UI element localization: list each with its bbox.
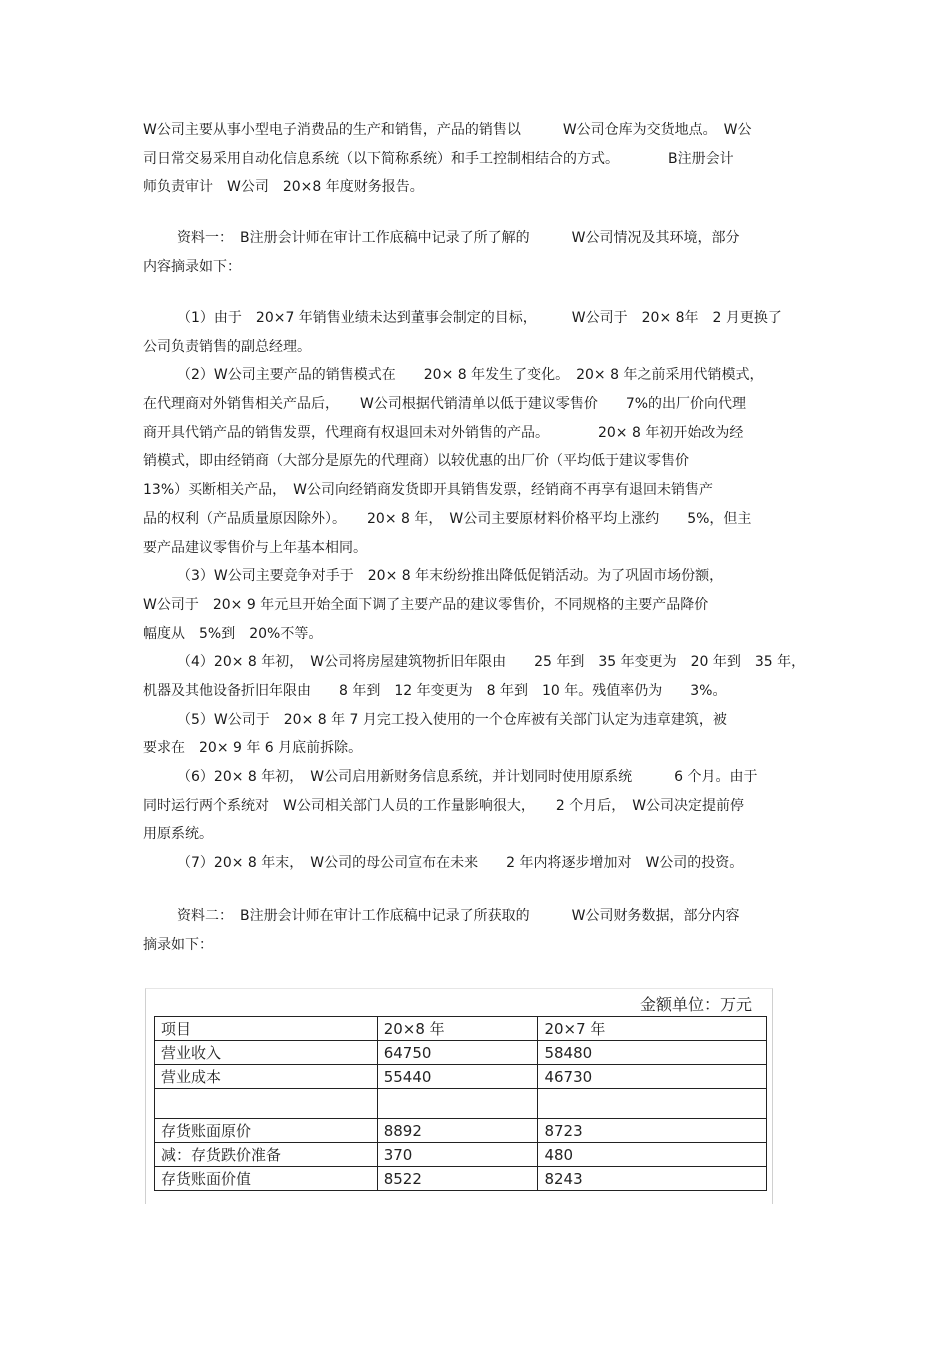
table-cell: 营业成本 — [155, 1065, 378, 1089]
amount-unit-label: 金额单位：万元 — [639, 995, 752, 1014]
text-line: 幅度从 5%到 20%不等。 — [143, 625, 323, 642]
table-row — [155, 1041, 767, 1065]
text-line: W公司于 20× 9 年元旦开始全面下调了主要产品的建议零售价，不同规格的主要产品降价 — [143, 596, 709, 613]
text-line: 公司负责销售的副总经理。 — [143, 338, 311, 355]
text-line: 要求在 20× 9 年 6 月底前拆除。 — [143, 740, 363, 757]
text-line: 在代理商对外销售相关产品后， W公司根据代销清单以低于建议零售价 7%的出厂价向代理 — [143, 396, 747, 413]
table-row-empty — [155, 1089, 767, 1119]
text-line: 同时运行两个系统对 W公司相关部门人员的工作量影响很大， 2 个月后， W公司决定提前停 — [143, 797, 745, 814]
text-line: 用原系统。 — [143, 826, 213, 843]
table-row — [155, 1119, 767, 1143]
table-header-row — [155, 1017, 767, 1041]
table-cell: 减：存货跌价准备 — [155, 1143, 378, 1167]
table-cell: 55440 — [377, 1065, 538, 1089]
text-line: 品的权利（产品质量原因除外）。 20× 8 年， W公司主要原材料价格平均上涨约 5%，但主 — [143, 510, 752, 527]
text-line: 13%）买断相关产品， W公司向经销商发货即开具销售发票，经销商不再享有退回未销售产 — [143, 482, 713, 499]
table-cell: 64750 — [377, 1041, 538, 1065]
header-cell: 20×8 年 — [377, 1017, 538, 1041]
text-line: （7）20× 8 年末， W公司的母公司宣布在未来 2 年内将逐步增加对 W公司的投资。 — [177, 855, 744, 872]
table-cell: 8522 — [377, 1167, 538, 1191]
table-cell: 58480 — [538, 1041, 767, 1065]
text-line: 资料二： B注册会计师在审计工作底稿中记录了所获取的 W公司财务数据，部分内容 — [177, 908, 740, 924]
text-line: 内容摘录如下： — [143, 258, 241, 275]
intro-paragraph — [143, 116, 823, 202]
text-line: （4）20× 8 年初， W公司将房屋建筑物折旧年限由 25 年到 35 年变更为 20 年到 35 年， — [177, 654, 806, 671]
text-line: 摘录如下： — [143, 936, 213, 953]
header-cell: 20×7 年 — [538, 1017, 767, 1041]
table-row — [155, 1167, 767, 1191]
table-cell: 8243 — [538, 1167, 767, 1191]
table-cell: 存货账面价值 — [155, 1167, 378, 1191]
text-line: 要产品建议零售价与上年基本相同。 — [143, 539, 367, 556]
text-line: 商开具代销产品的销售发票，代理商有权退回未对外销售的产品。 20× 8 年初开始改为经 — [143, 424, 744, 441]
table-cell: 营业收入 — [155, 1041, 378, 1065]
text-line: W公司主要从事小型电子消费品的生产和销售，产品的销售以 W公司仓库为交货地点。 W公 — [143, 122, 752, 138]
table-row — [155, 1065, 767, 1089]
table-cell: 370 — [377, 1143, 538, 1167]
material-one-paragraph — [143, 224, 823, 281]
text-line: （6）20× 8 年初， W公司启用新财务信息系统，并计划同时使用原系统 6 个月。由于 — [177, 769, 758, 785]
text-line: （1）由于 20×7 年销售业绩未达到董事会制定的目标， W公司于 20× 8年 2 月更换了 — [177, 310, 782, 326]
material-two-paragraph — [143, 902, 823, 959]
table-cell — [377, 1089, 538, 1119]
financial-table — [154, 1016, 767, 1191]
table-cell: 8892 — [377, 1119, 538, 1143]
header-cell: 项目 — [155, 1017, 378, 1041]
financial-table-image — [145, 988, 773, 1204]
text-line: 机器及其他设备折旧年限由 8 年到 12 年变更为 8 年到 10 年。残值率仍为 3%。 — [143, 682, 727, 699]
table-cell — [155, 1089, 378, 1119]
text-line: （3）W公司主要竞争对手于 20× 8 年末纷纷推出降低促销活动。为了巩固市场份额， — [177, 568, 724, 585]
table-row — [155, 1143, 767, 1167]
items-list — [143, 304, 823, 878]
table-cell: 46730 — [538, 1065, 767, 1089]
text-line: 司日常交易采用自动化信息系统（以下简称系统）和手工控制相结合的方式。 B注册会计 — [143, 150, 734, 167]
text-line: 销模式，即由经销商（大部分是原先的代理商）以较优惠的出厂价（平均低于建议零售价 — [143, 453, 689, 470]
table-cell: 480 — [538, 1143, 767, 1167]
text-line: （5）W公司于 20× 8 年 7 月完工投入使用的一个仓库被有关部门认定为违章建筑，被 — [177, 711, 727, 728]
text-line: 资料一： B注册会计师在审计工作底稿中记录了所了解的 W公司情况及其环境，部分 — [177, 230, 740, 246]
text-line: （2）W公司主要产品的销售模式在 20× 8 年发生了变化。 20× 8 年之前采用代销模式， — [177, 367, 764, 384]
text-line: 师负责审计 W公司 20×8 年度财务报告。 — [143, 179, 424, 196]
table-cell: 存货账面原价 — [155, 1119, 378, 1143]
table-cell — [538, 1089, 767, 1119]
table-cell: 8723 — [538, 1119, 767, 1143]
